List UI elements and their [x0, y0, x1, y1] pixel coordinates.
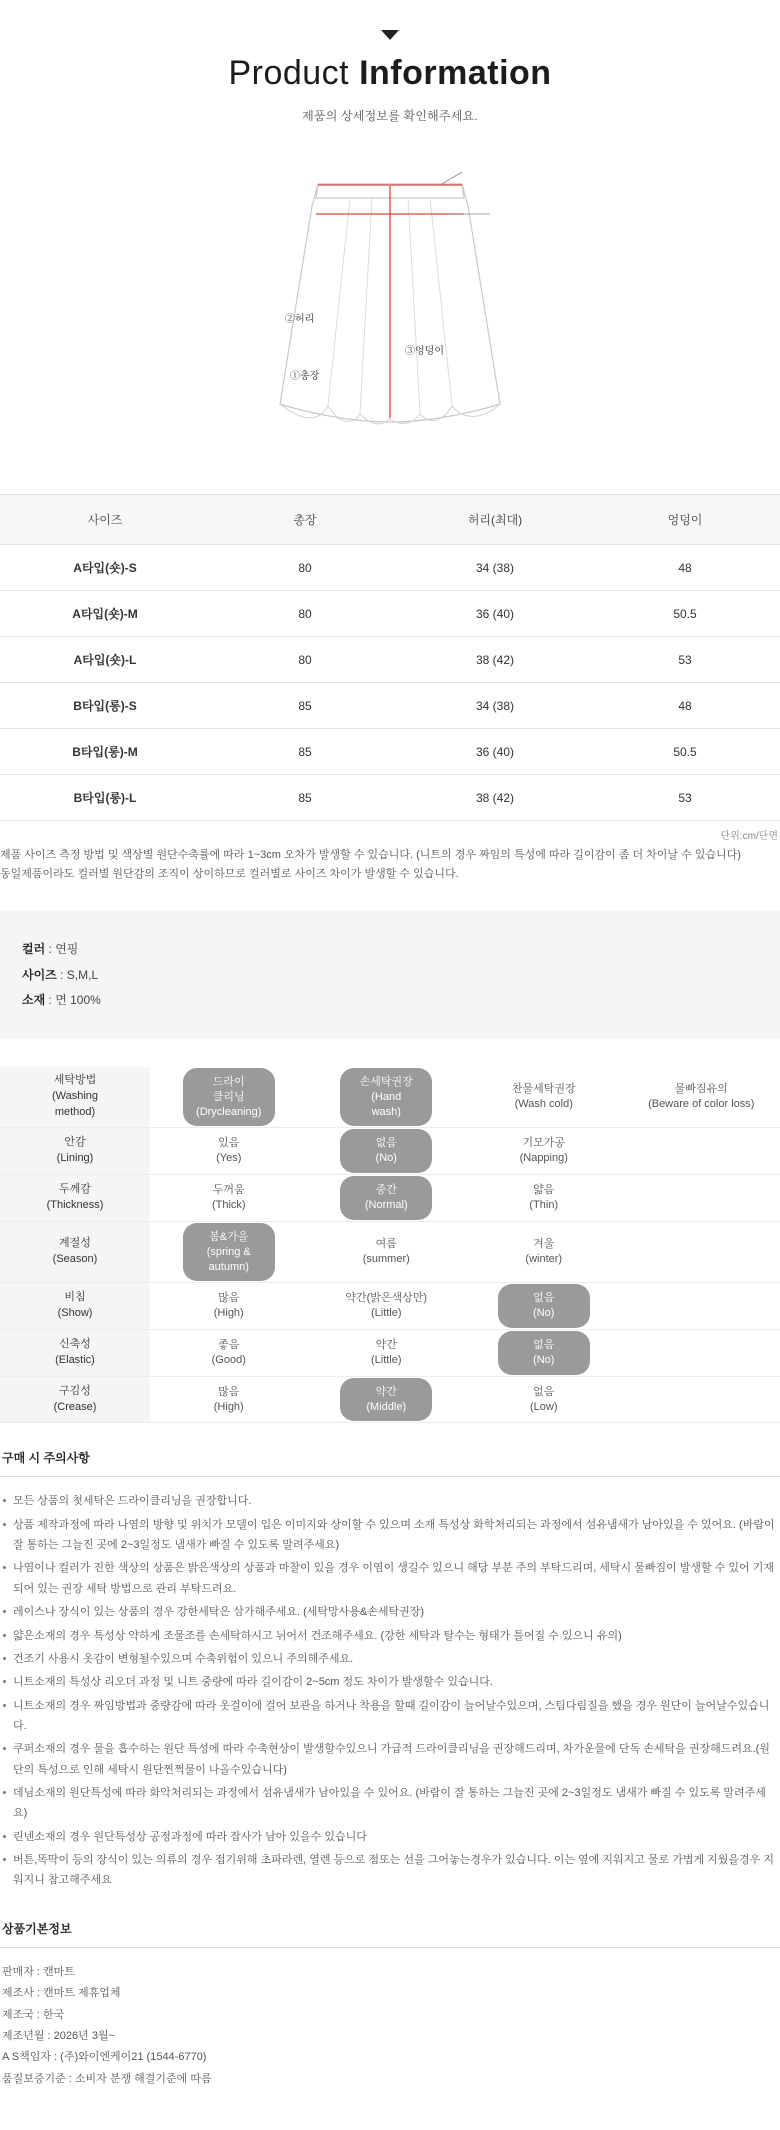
care-option-selected: 손세탁권장 (Hand wash) [340, 1068, 432, 1127]
col-hip: 엉덩이 [590, 495, 780, 545]
care-row [0, 1283, 780, 1330]
care-option-cell [308, 1067, 466, 1128]
care-option: 얇음 (Thin) [498, 1176, 590, 1220]
page-title-light: Product [228, 54, 349, 92]
care-option-cell [623, 1283, 780, 1330]
skirt-diagram-svg [200, 154, 580, 454]
attribute-size-key: 사이즈 [22, 968, 57, 982]
col-total-length: 총장 [210, 495, 400, 545]
care-option: 물빠짐유의 (Beware of color loss) [638, 1075, 764, 1119]
care-option: 많음 (High) [183, 1378, 275, 1422]
label-total-length: ①총장 [290, 367, 319, 382]
total-length-cell: 85 [210, 729, 400, 775]
basic-info-title: 상품기본정보 [0, 1894, 780, 1948]
care-row-label: 세탁방법 (Washing method) [0, 1067, 150, 1128]
list-item: 나염이나 컬러가 진한 색상의 상품은 밝은색상의 상품과 마찰이 있을 경우 이염이 생길수 있으니 해당 부분 주의 부탁드리며, 세탁시 물빠짐이 발생할 수 있어 기재되어 있는 권장 세탁 방법으로 관리 부탁드려요. [2, 1558, 778, 1599]
care-option: 약간(밝은색상만) (Little) [335, 1284, 437, 1328]
total-length-cell: 80 [210, 545, 400, 591]
page-header [0, 0, 780, 124]
care-option: 두꺼움 (Thick) [183, 1176, 275, 1220]
care-row [0, 1221, 780, 1283]
care-option-cell [150, 1221, 308, 1283]
care-row [0, 1067, 780, 1128]
care-option-cell [465, 1175, 623, 1222]
care-option: 찬물세탁권장 (Wash cold) [498, 1075, 590, 1119]
table-row [0, 545, 780, 591]
attribute-size [22, 963, 760, 988]
care-option-cell [308, 1283, 466, 1330]
list-item: 레이스나 장식이 있는 상품의 경우 강한세탁은 삼가해주세요. (세탁망사용&손세탁권장) [2, 1602, 778, 1622]
total-length-cell: 85 [210, 775, 400, 821]
care-option-cell [623, 1330, 780, 1377]
hip-cell: 48 [590, 683, 780, 729]
care-option-cell [308, 1330, 466, 1377]
attribute-material-key: 소재 [22, 993, 45, 1007]
care-option-selected: 중간 (Normal) [340, 1176, 432, 1220]
table-row [0, 729, 780, 775]
care-option-selected: 없음 (No) [498, 1331, 590, 1375]
attribute-color-value: : 연핑 [45, 942, 78, 956]
size-cell: B타입(롱)-L [0, 775, 210, 821]
product-attributes-band [0, 911, 780, 1039]
care-option-cell [150, 1175, 308, 1222]
care-option-selected: 드라이 클리닝 (Drycleaning) [183, 1068, 275, 1127]
label-hip: ③엉덩이 [405, 342, 444, 357]
basic-info-row: A S책임자 : (주)와이엔케이21 (1544-6770) [2, 2047, 778, 2068]
table-row [0, 683, 780, 729]
care-option-cell [150, 1330, 308, 1377]
total-length-cell: 80 [210, 637, 400, 683]
attribute-material [22, 988, 760, 1013]
waist-cell: 34 (38) [400, 683, 590, 729]
care-option-selected: 약간 (Middle) [340, 1378, 432, 1422]
attribute-material-value: : 면 100% [45, 993, 101, 1007]
total-length-cell: 85 [210, 683, 400, 729]
care-option-cell [465, 1376, 623, 1423]
attribute-color-key: 컬러 [22, 942, 45, 956]
care-option-cell [623, 1376, 780, 1423]
hip-cell: 53 [590, 775, 780, 821]
care-option: 없음 (Low) [498, 1378, 590, 1422]
care-option-cell [308, 1128, 466, 1175]
page-subtitle: 제품의 상세정보를 확인해주세요. [0, 107, 780, 124]
total-length-cell: 80 [210, 591, 400, 637]
care-option-cell [308, 1175, 466, 1222]
waist-cell: 38 (42) [400, 637, 590, 683]
list-item: 건조기 사용시 옷감이 변형될수있으며 수축위험이 있으니 주의해주세요. [2, 1649, 778, 1669]
attribute-color [22, 937, 760, 962]
care-row-label: 두께감 (Thickness) [0, 1175, 150, 1222]
care-row-label: 계절성 (Season) [0, 1221, 150, 1283]
hip-cell: 48 [590, 545, 780, 591]
hip-cell: 50.5 [590, 729, 780, 775]
hip-cell: 50.5 [590, 591, 780, 637]
care-option-cell [465, 1330, 623, 1377]
care-option-selected: 없음 (No) [340, 1129, 432, 1173]
list-item: 얇은소재의 경우 특성상 약하게 조물조를 손세탁하시고 뉘어서 건조해주세요. (강한 세탁과 탈수는 형태가 틀어질 수 있으니 유의) [2, 1626, 778, 1646]
basic-info-list [0, 1962, 780, 2130]
care-row-label: 비침 (Show) [0, 1283, 150, 1330]
size-note-1: 제품 사이즈 측정 방법 및 색상별 원단수축률에 따라 1~3cm 오차가 발생할 수 있습니다. (니트의 경우 짜임의 특성에 따라 길이감이 좀 더 차이날 수 있습니다) [0, 846, 780, 865]
size-table [0, 494, 780, 821]
care-row [0, 1330, 780, 1377]
care-option-cell [465, 1067, 623, 1128]
table-row [0, 775, 780, 821]
purchase-notice-title: 구매 시 주의사항 [0, 1423, 780, 1477]
size-cell: A타입(숏)-L [0, 637, 210, 683]
list-item: 상품 제작과정에 따라 나염의 방향 및 위치가 모델이 입은 이미지와 상이할 수 있으며 소재 특성상 화학처리되는 과정에서 섬유냄새가 남아있을 수 있어요. (바람이 잘 통하는 그늘진 곳에 2~3일정도 냄새가 빠질 수 있도록 말려주세요) [2, 1515, 778, 1556]
care-option: 좋음 (Good) [183, 1331, 275, 1375]
care-option-cell [150, 1376, 308, 1423]
size-cell: A타입(숏)-S [0, 545, 210, 591]
waist-cell: 34 (38) [400, 545, 590, 591]
care-row [0, 1128, 780, 1175]
list-item: 데님소재의 원단특성에 따라 화악처리되는 과정에서 섬유냄새가 남아있을 수 있어요. (바람이 잘 통하는 그늘진 곳에 2~3일정도 냄새가 빠질 수 있도록 말려주세요) [2, 1783, 778, 1824]
waist-cell: 36 (40) [400, 591, 590, 637]
table-row [0, 637, 780, 683]
care-option: 기모가공 (Napping) [498, 1129, 590, 1173]
care-option: 있음 (Yes) [183, 1129, 275, 1173]
size-note-2: 동일제품이라도 컬러별 원단감의 조직이 상이하므로 컬러별로 사이즈 차이가 발생할 수 있습니다. [0, 865, 780, 884]
care-option: 여름 (summer) [340, 1230, 432, 1274]
waist-cell: 36 (40) [400, 729, 590, 775]
care-option-cell [623, 1221, 780, 1283]
size-cell: A타입(숏)-M [0, 591, 210, 637]
waist-cell: 38 (42) [400, 775, 590, 821]
list-item: 모든 상품의 첫세탁은 드라이클리닝을 권장합니다. [2, 1491, 778, 1511]
label-waist: ②허리 [285, 310, 314, 325]
care-option-cell [465, 1221, 623, 1283]
col-size: 사이즈 [0, 495, 210, 545]
list-item: 니트소재의 특성상 리오더 과정 및 니트 중량에 따라 길이감이 2~5cm 정도 차이가 발생할수 있습니다. [2, 1672, 778, 1692]
care-spec-table [0, 1067, 780, 1424]
care-option-selected: 없음 (No) [498, 1284, 590, 1328]
care-option-cell [150, 1067, 308, 1128]
care-row-label: 안감 (Lining) [0, 1128, 150, 1175]
page-title-bold: Information [359, 54, 551, 92]
basic-info-row: 판매자 : 캔마트 [2, 1962, 778, 1983]
care-row-label: 신축성 (Elastic) [0, 1330, 150, 1377]
list-item: 린넨소재의 경우 원단특성상 공정과정에 따라 잡사가 남아 있을수 있습니다 [2, 1827, 778, 1847]
care-option: 겨울 (winter) [498, 1230, 590, 1274]
size-table-header-row [0, 495, 780, 545]
care-row [0, 1376, 780, 1423]
care-option-cell [150, 1283, 308, 1330]
care-option-cell [623, 1128, 780, 1175]
basic-info-row: 제조사 : 캔마트 제휴업체 [2, 1983, 778, 2004]
care-row-label: 구김성 (Crease) [0, 1376, 150, 1423]
list-item: 버튼,똑딱이 등의 장식이 있는 의류의 경우 접기위해 초파라렌, 열렌 등으로 점또는 선을 그어놓는경우가 있습니다. 이는 옆에 지워지고 물로 가볍게 지웠을경우 지워지니 참고해주세요 [2, 1850, 778, 1891]
care-option-selected: 봄&가을 (spring & autumn) [183, 1223, 275, 1282]
size-cell: B타입(롱)-S [0, 683, 210, 729]
size-notes [0, 842, 780, 883]
list-item: 쿠퍼소재의 경우 물을 흡수하는 원단 특성에 따라 수축현상이 발생할수있으니 가급적 드라이클리닝을 권장해드리며, 차가운물에 단독 손세탁을 권장해드려요.(원단의 특성으로 인해 세탁시 원단찐쩍물이 나올수있습니다) [2, 1739, 778, 1780]
basic-info-row: 제조년월 : 2026년 3월~ [2, 2026, 778, 2047]
table-row [0, 591, 780, 637]
care-option: 많음 (High) [183, 1284, 275, 1328]
unit-note: 단위:cm/단면 [0, 821, 780, 842]
care-option-cell [623, 1175, 780, 1222]
attribute-size-value: : S,M,L [57, 968, 98, 982]
care-option-cell [623, 1067, 780, 1128]
care-option-cell [308, 1221, 466, 1283]
list-item: 니트소재의 경우 짜임방법과 중량감에 따라 옷걸이에 걸어 보관을 하거나 착용을 할때 길이감이 늘어날수있으며, 스팀다림질을 했을 경우 원단이 늘어날수있습니다. [2, 1696, 778, 1737]
basic-info-row: 제조국 : 한국 [2, 2005, 778, 2026]
hip-cell: 53 [590, 637, 780, 683]
down-caret-icon [381, 30, 399, 40]
care-option-cell [150, 1128, 308, 1175]
care-option-cell [465, 1283, 623, 1330]
basic-info-row: 품질보증기준 : 소비자 분쟁 해결기준에 따름 [2, 2069, 778, 2090]
care-row [0, 1175, 780, 1222]
page-title [0, 54, 780, 93]
skirt-measurement-illustration [0, 154, 780, 454]
care-option-cell [465, 1128, 623, 1175]
col-waist: 허리(최대) [400, 495, 590, 545]
purchase-notice-list [0, 1491, 780, 1890]
care-option: 약간 (Little) [340, 1331, 432, 1375]
care-option-cell [308, 1376, 466, 1423]
size-cell: B타입(롱)-M [0, 729, 210, 775]
